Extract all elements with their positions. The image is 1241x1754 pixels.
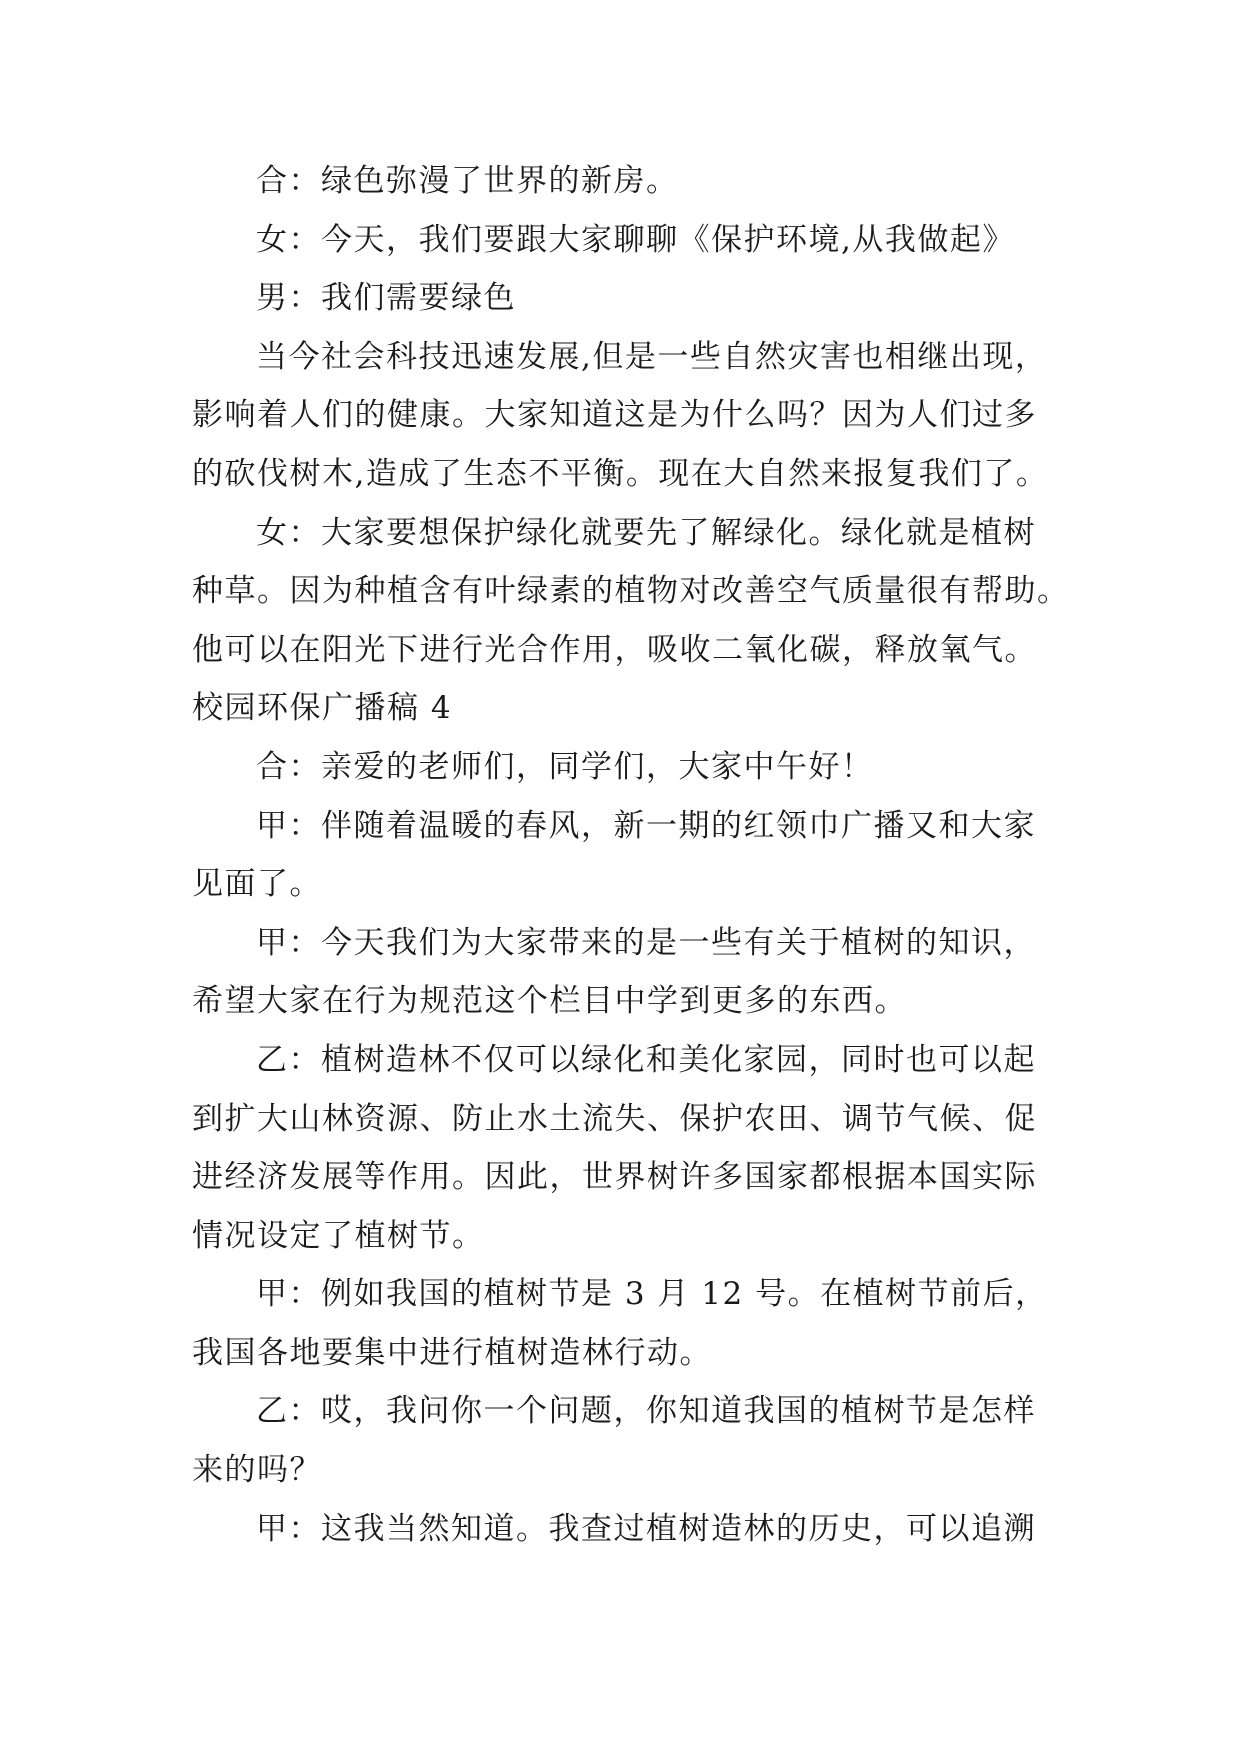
text-line: 合：亲爱的老师们，同学们，大家中午好！: [256, 748, 874, 785]
document-body: [192, 152, 1072, 1558]
text-line: 我国各地要集中进行植树造林行动。: [192, 1334, 712, 1371]
text-line: 甲：今天我们为大家带来的是一些有关于植树的知识，: [256, 924, 1036, 961]
text-line: 进经济发展等作用。因此，世界树许多国家都根据本国实际: [192, 1159, 1037, 1196]
text-line: 男：我们需要绿色: [256, 280, 516, 317]
text-line: 合：绿色弥漫了世界的新房。: [256, 163, 679, 199]
text-line: 甲：例如我国的植树节是 3 月 12 号。在植树节前后，: [256, 1276, 1048, 1313]
text-line: 希望大家在行为规范这个栏目中学到更多的东西。: [192, 983, 907, 1020]
section-title: 校园环保广播稿 4: [192, 690, 453, 727]
text-line: 见面了。: [192, 866, 322, 903]
text-line: 到扩大山林资源、防止水土流失、保护农田、调节气候、促: [192, 1100, 1037, 1137]
text-line: 女：今天，我们要跟大家聊聊《保护环境,从我做起》: [256, 221, 1015, 258]
text-line: 当今社会科技迅速发展,但是一些自然灾害也相继出现，: [256, 338, 1048, 375]
text-line: 的砍伐树木,造成了生态不平衡。现在大自然来报复我们了。: [192, 455, 1049, 492]
text-line: 影响着人们的健康。大家知道这是为什么吗？因为人们过多: [192, 397, 1037, 434]
text-line: 甲：伴随着温暖的春风，新一期的红领巾广播又和大家: [256, 807, 1036, 844]
text-line: 甲：这我当然知道。我查过植树造林的历史，可以追溯: [256, 1510, 1036, 1547]
text-line: 乙：植树造林不仅可以绿化和美化家园，同时也可以起: [256, 1041, 1036, 1078]
text-line: 种草。因为种植含有叶绿素的植物对改善空气质量很有帮助。: [192, 573, 1070, 610]
text-line: 乙：哎，我问你一个问题，你知道我国的植树节是怎样: [256, 1393, 1036, 1430]
text-line: 情况设定了植树节。: [192, 1217, 485, 1254]
text-line: 女：大家要想保护绿化就要先了解绿化。绿化就是植树: [256, 514, 1036, 551]
text-line: 来的吗？: [192, 1452, 322, 1489]
text-line: 他可以在阳光下进行光合作用，吸收二氧化碳，释放氧气。: [192, 631, 1037, 668]
